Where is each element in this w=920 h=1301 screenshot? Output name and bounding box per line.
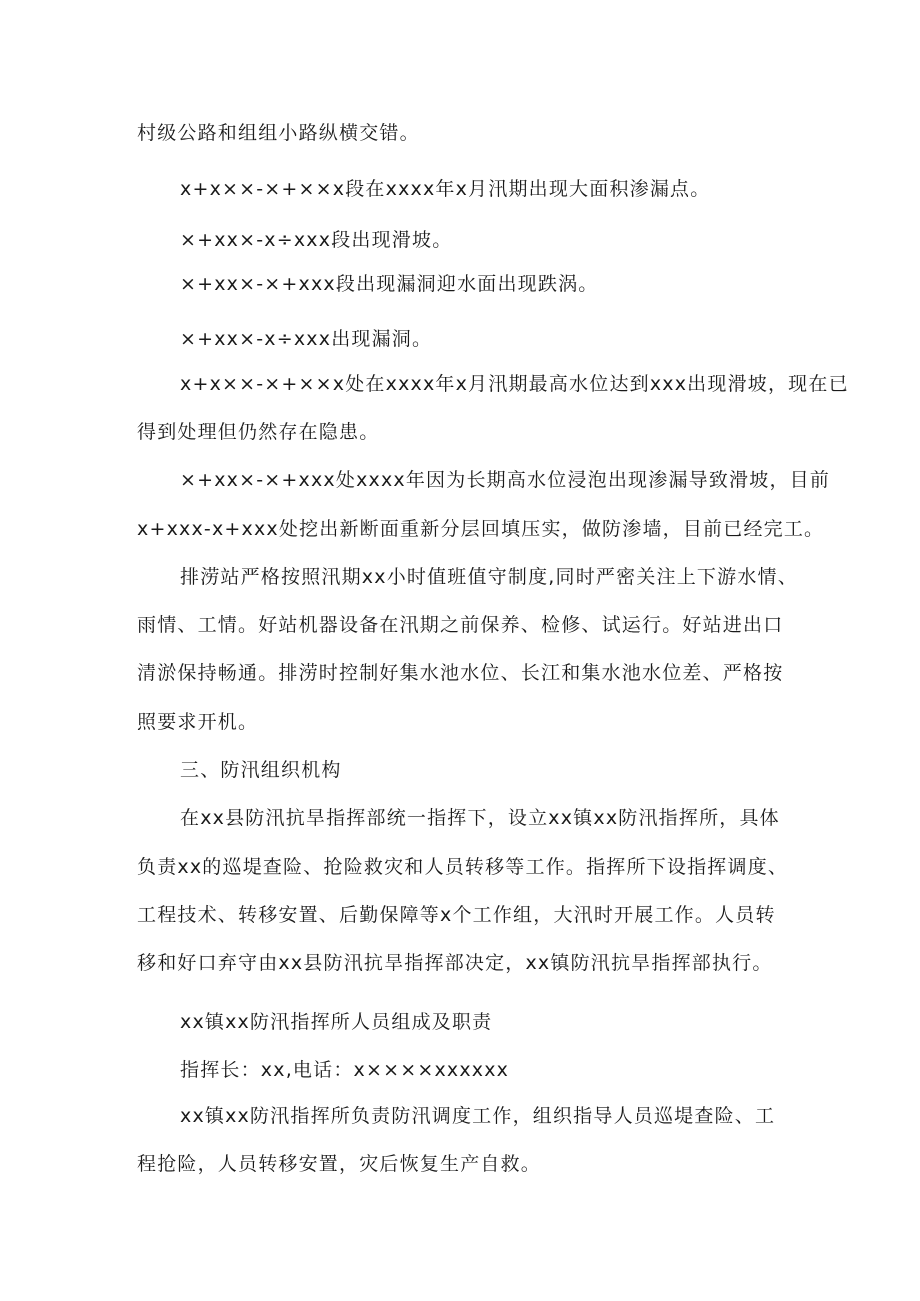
contact-line: 指挥长：xx,电话：x××××xxxxxx [180,1059,510,1081]
text-line: 照要求开机。 [137,711,259,733]
text-line: 程抢险，人员转移安置，灾后恢复生产自救。 [137,1153,542,1175]
text-line: 工程技术、转移安置、后勤保障等x个工作组，大汛时开展工作。人员转 [137,904,776,926]
text-line: x+x××-×+××x处在xxxx年x月汛期最高水位达到xxx出现滑坡，现在已 [180,373,849,395]
text-line: x+x××-×+××x段在xxxx年x月汛期出现大面积渗漏点。 [180,178,711,200]
text-line: xx镇xx防汛指挥所负责防汛调度工作，组织指导人员巡堤查险、工 [180,1105,776,1127]
section-heading: 三、防汛组织机构 [180,759,342,781]
text-line: 得到处理但仍然存在隐患。 [137,421,380,443]
subheading: xx镇xx防汛指挥所人员组成及职责 [180,1011,493,1033]
text-line: 在xx县防汛抗旱指挥部统一指挥下，设立xx镇xx防汛指挥所，具体 [180,807,780,829]
text-line: ×+xx×-×+xxx处xxxx年因为长期高水位浸泡出现渗漏导致滑坡，目前 [180,469,831,491]
text-line: 清淤保持畅通。排涝时控制好集水池水位、长江和集水池水位差、严格按 [137,662,784,684]
text-line: ×+xx×-x÷xxx段出现滑坡。 [180,229,453,251]
text-line: 移和好口弃守由xx县防汛抗旱指挥部决定，xx镇防汛抗旱指挥部执行。 [137,952,773,974]
text-line: 排涝站严格按照汛期xx小时值班值守制度,同时严密关注上下游水情、 [180,566,798,588]
text-line: ×+xx×-x÷xxx出现漏洞。 [180,328,433,350]
text-line: 雨情、工情。好站机器设备在汛期之前保养、检修、试运行。好站进出口 [137,614,784,636]
text-line: 负责xx的巡堤查险、抢险救灾和人员转移等工作。指挥所下设指挥调度、 [137,856,789,878]
text-line: 村级公路和组组小路纵横交错。 [137,122,420,144]
text-line: ×+xx×-×+xxx段出现漏洞迎水面出现跌涡。 [180,273,599,295]
text-line: x+xxx-x+xxx处挖出新断面重新分层回填压实，做防渗墙，目前已经完工。 [137,518,825,540]
